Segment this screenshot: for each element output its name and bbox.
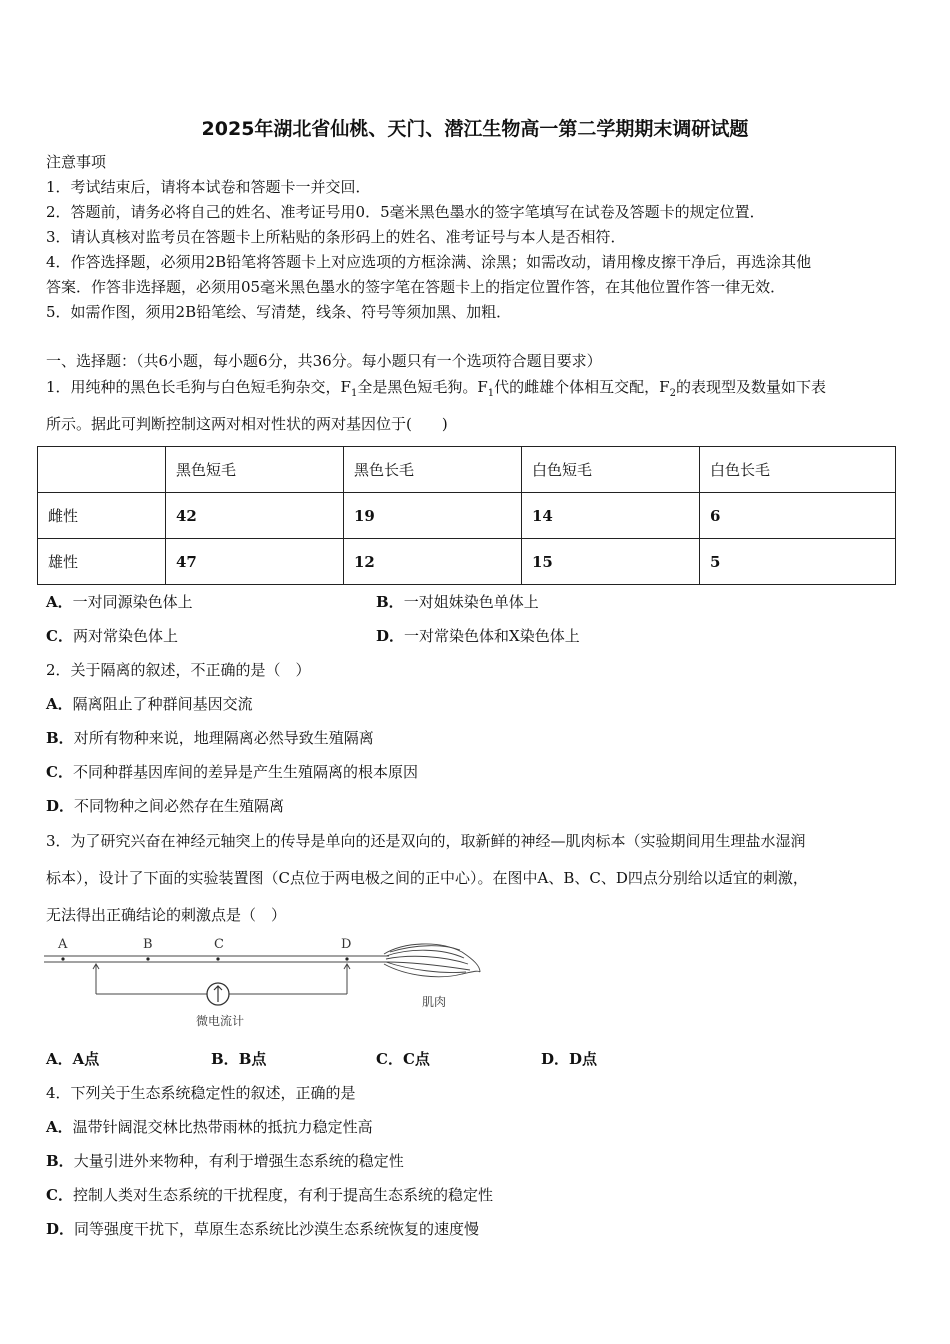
notice-item: 答案．作答非选择题，必须用05毫米黑色墨水的签字笔在答题卡上的指定位置作答，在其他位置作答一律无效． [46,278,786,296]
table-cell [38,447,166,493]
q4-option-b[interactable]: B．大量引进外来物种，有利于增强生态系统的稳定性 [46,1152,404,1170]
table-header-cell: 黑色长毛 [344,447,522,493]
point-dot-d [345,957,348,960]
q4-option-a[interactable]: A．温带针阔混交林比热带雨林的抵抗力稳定性高 [46,1118,373,1136]
table-header-row [38,447,896,493]
notice-item: 5．如需作图，须用2B铅笔绘、写清楚，线条、符号等须加黑、加粗． [46,303,512,321]
q2-option-b[interactable]: B．对所有物种来说，地理隔离必然导致生殖隔离 [46,729,374,747]
q2-option-a[interactable]: A．隔离阻止了种群间基因交流 [46,695,253,713]
electrode-left [93,964,99,994]
table-cell: 19 [344,493,522,539]
notice-item: 1．考试结束后，请将本试卷和答题卡一并交回． [46,178,371,196]
page-title: 2025年湖北省仙桃、天门、潜江生物高一第二学期期末调研试题 [201,118,749,140]
point-label-b: B [143,937,153,952]
table-row [38,493,896,539]
table-cell: 15 [522,539,700,585]
muscle-label: 肌肉 [422,995,447,1009]
table-cell: 14 [522,493,700,539]
table-cell: 42 [166,493,344,539]
nerve-muscle-diagram [44,932,484,1032]
q3-option-b[interactable]: B．B点 [211,1050,267,1068]
q3-option-a[interactable]: A．A点 [46,1050,100,1068]
q2-option-c[interactable]: C．不同种群基因库间的差异是产生生殖隔离的根本原因 [46,763,418,781]
notice-item: 2．答题前，请务必将自己的姓名、准考证号用0．5毫米黑色墨水的签字笔填写在试卷及答题卡的规定位置． [46,203,765,221]
table-header-cell: 白色长毛 [700,447,896,493]
q1-option-c[interactable]: C．两对常染色体上 [46,627,178,645]
point-label-a: A [58,937,68,952]
table-cell: 6 [700,493,896,539]
q1-option-a[interactable]: A．一对同源染色体上 [46,593,193,611]
notice-heading: 注意事项 [46,153,107,171]
q1-option-d[interactable]: D．一对常染色体和X染色体上 [376,627,580,645]
q2-stem: 2．关于隔离的叙述，不正确的是（ ） [46,661,311,679]
point-label-d: D [341,937,352,952]
q1-stem-line2: 所示。据此可判断控制这两对相对性状的两对基因位于( ) [46,415,448,433]
meter-label: 微电流计 [196,1014,245,1028]
q4-option-d[interactable]: D．同等强度干扰下，草原生态系统比沙漠生态系统恢复的速度慢 [46,1220,480,1238]
notice-item: 4．作答选择题，必须用2B铅笔将答题卡上对应选项的方框涂满、涂黑；如需改动，请用橡皮擦干净后，再选涂其他 [46,253,812,271]
q1-stem-line1: 1．用纯种的黑色长毛狗与白色短毛狗杂交，$F_1$全是黑色短毛狗。$F_1$代的雌雄个体相互交配，$F_2$的表现型及数量如下表 [46,378,826,399]
q3-stem-line2: 标本），设计了下面的实验装置图（C点位于两电极之间的正中心）。在图中A、B、C、D四点分别给以适宜的刺激， [46,869,808,887]
table-cell: 5 [700,539,896,585]
muscle-icon [384,944,480,977]
table-header-cell: 白色短毛 [522,447,700,493]
q3-option-c[interactable]: C．C点 [376,1050,430,1068]
table-cell: 雌性 [38,493,166,539]
notice-item: 3．请认真核对监考员在答题卡上所粘贴的条形码上的姓名、准考证号与本人是否相符． [46,228,626,246]
table-cell: 雄性 [38,539,166,585]
point-dot-c [216,957,219,960]
table-cell: 47 [166,539,344,585]
q4-stem: 4．下列关于生态系统稳定性的叙述，正确的是 [46,1084,356,1102]
q3-stem-line1: 3．为了研究兴奋在神经元轴突上的传导是单向的还是双向的，取新鲜的神经—肌肉标本（实验期间用生理盐水湿润 [46,832,806,850]
table-row [38,539,896,585]
q1-data-table [37,446,896,585]
point-dot-b [146,957,149,960]
q3-stem-line3: 无法得出正确结论的刺激点是（ ） [46,906,287,924]
electrode-right [344,964,350,994]
table-cell: 12 [344,539,522,585]
q4-option-c[interactable]: C．控制人类对生态系统的干扰程度，有利于提高生态系统的稳定性 [46,1186,493,1204]
q2-option-d[interactable]: D．不同物种之间必然存在生殖隔离 [46,797,285,815]
point-dot-a [61,957,64,960]
q1-option-b[interactable]: B．一对姐妹染色单体上 [376,593,539,611]
q3-option-d[interactable]: D．D点 [541,1050,598,1068]
point-label-c: C [214,937,224,952]
table-header-cell: 黑色短毛 [166,447,344,493]
section-heading: 一、选择题：（共6小题，每小题6分，共36分。每小题只有一个选项符合题目要求） [46,352,602,370]
